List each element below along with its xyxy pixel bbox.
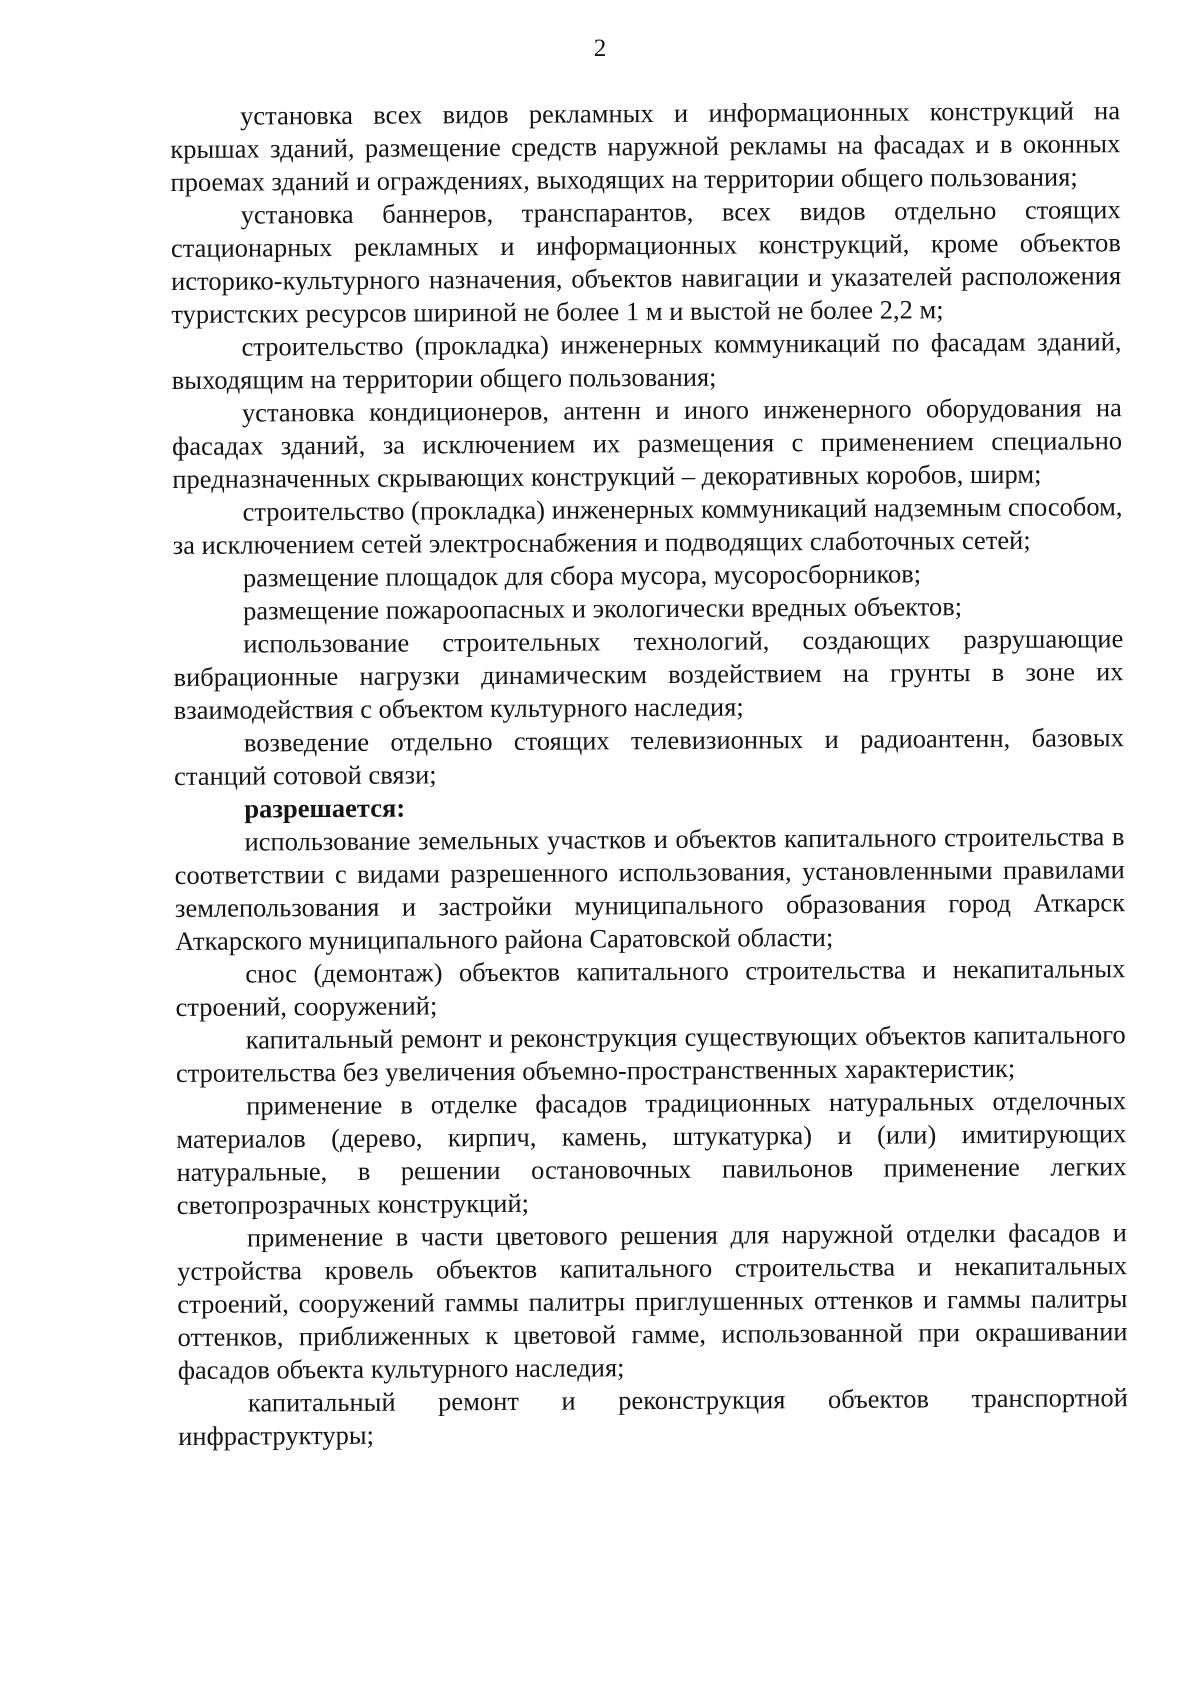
paragraph-color-scheme: применение в части цветового решения для наружной отделки фасадов и устройства кровель объектов капитального строительства и некапитальных строений, сооружений гаммы палитры приглушенных оттенков и гаммы палитры оттенков, приближенных к цветовой гамме, использованной при окрашивании фасадов объекта культурного наследия; <box>177 1217 1128 1385</box>
page-number: 2 <box>593 35 607 62</box>
paragraph-rooftop-advertising: установка всех видов рекламных и информационных конструкций на крышах зданий, размещение средств наружной рекламы на фасадах и в оконных проемах зданий и ограждениях, выходящих на территории общего пользования; <box>170 95 1121 197</box>
paragraph-vibration-technologies: использование строительных технологий, создающих разрушающие вибрационные нагрузки динамическим воздействием на грунты в зоне их взаимодействия с объектом культурного наследия; <box>173 623 1124 725</box>
paragraph-banners: установка баннеров, транспарантов, всех видов отдельно стоящих стационарных рекламных и информационных конструкций, кроме объектов историко-культурного назначения, объектов навигации и указателей расположения туристских ресурсов шириной не более 1 м и выстой не более 2,2 м; <box>170 194 1122 329</box>
paragraph-antennas: возведение отдельно стоящих телевизионных и радиоантенн, базовых станций сотовой связи; <box>174 722 1125 791</box>
section-heading-permitted: разрешается: <box>244 792 406 824</box>
paragraph-overhead-utilities: строительство (прокладка) инженерных коммуникаций надземным способом, за исключением сетей электроснабжения и подводящих слаботочных сетей; <box>172 491 1123 560</box>
paragraph-facade-materials: применение в отделке фасадов традиционных натуральных отделочных материалов (дерево, кирпич, камень, штукатурка) и (или) имитирующих натуральные, в решении остановочных павильонов применение легких светопрозрачных конструкций; <box>176 1085 1127 1220</box>
paragraph-facade-utilities: строительство (прокладка) инженерных коммуникаций по фасадам зданий, выходящим на территории общего пользования; <box>171 326 1122 395</box>
paragraph-transport-infrastructure: капитальный ремонт и реконструкция объектов транспортной инфраструктуры; <box>178 1382 1129 1451</box>
paragraph-air-conditioners: установка кондиционеров, антенн и иного инженерного оборудования на фасадах зданий, за исключением их размещения с применением специально предназначенных скрывающих конструкций – декоративных коробов, ширм; <box>172 392 1123 494</box>
paragraph-hazardous-objects: размещение пожароопасных и экологически вредных объектов; <box>243 591 963 626</box>
paragraph-land-use: использование земельных участков и объектов капитального строительства в соответствии с видами разрешенного использования, установленными правилами землепользования и застройки муниципального образования город Аткарск Аткарского муниципального района Саратовской области; <box>174 821 1126 956</box>
paragraph-waste-sites: размещение площадок для сбора мусора, мусоросборников; <box>242 558 922 593</box>
paragraph-demolition: снос (демонтаж) объектов капитального строительства и некапитальных строений, сооружений; <box>175 953 1126 1022</box>
paragraph-capital-repair: капитальный ремонт и реконструкция существующих объектов капитального строительства без увеличения объемно-пространственных характеристик; <box>175 1019 1126 1088</box>
document-body <box>170 94 1128 1453</box>
